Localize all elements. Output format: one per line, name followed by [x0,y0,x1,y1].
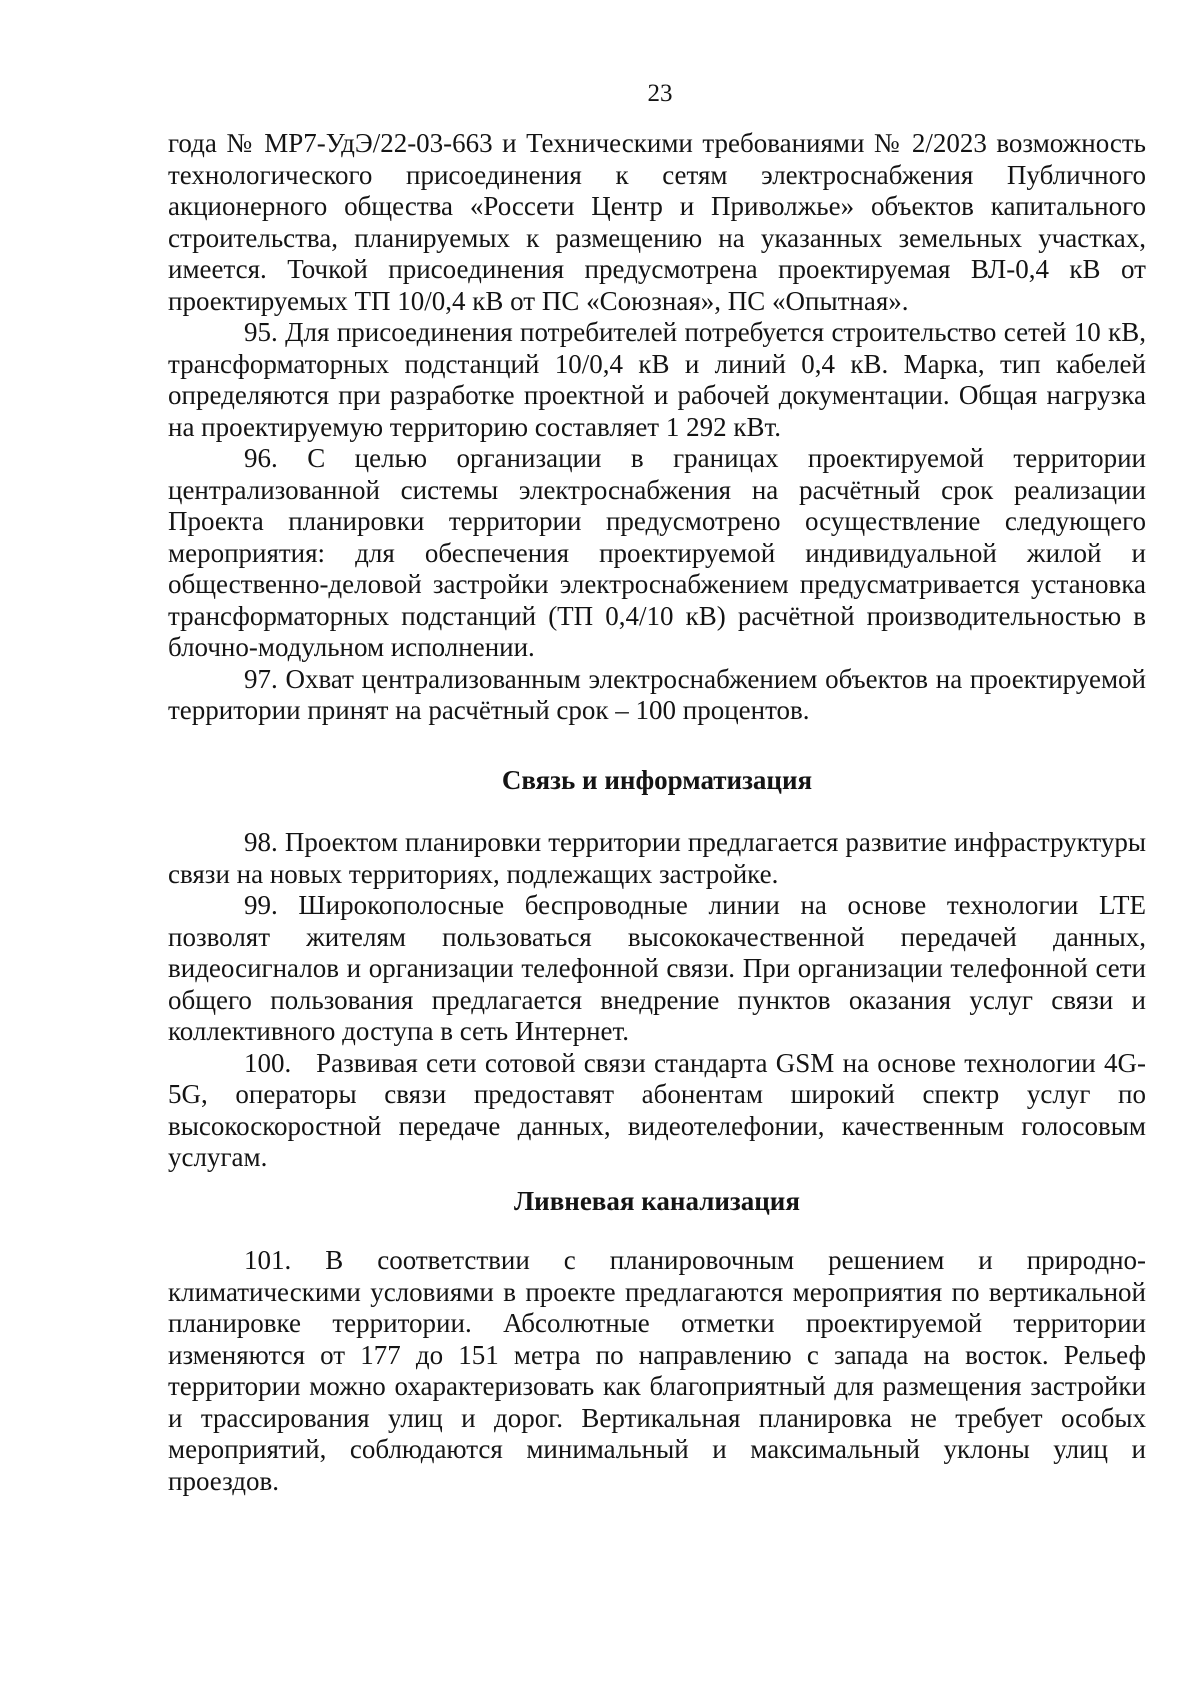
paragraph-number: 97. [244,663,278,694]
paragraph-text: Для присоединения потребителей потребуется строительство сетей 10 кВ, трансформаторных подстанций 10/0,4 кВ и линий 0,4 кВ. Марка, тип кабелей определяются при разработке проектной и рабочей документации. Общая нагрузка на проектируемую территорию составляет 1 292 кВт. [168,317,1146,442]
paragraph-96 [168,443,1146,664]
document-body [168,128,1146,1497]
paragraph-text: Охват централизованным электроснабжением объектов на проектируемой территории принят на расчётный срок – 100 процентов. [168,663,1146,725]
paragraph-number: 98. [244,827,278,857]
paragraph-100 [168,1048,1146,1174]
page-number: 23 [647,80,673,107]
paragraph-text: Проектом планировки территории предлагается развитие инфраструктуры связи на новых территориях, подлежащих застройке. [168,827,1146,889]
paragraph-97 [168,664,1146,727]
paragraph-98 [168,827,1146,890]
paragraph-number: 99. [244,890,278,920]
paragraph-number: 95. [244,317,278,347]
paragraph-number: 101. [244,1245,292,1275]
paragraph-text: В соответствии с планировочным решением и природно-климатическими условиями в проекте предлагаются мероприятия по вертикальной планировке территории. Абсолютные отметки проектируемой территории изменяются от 177 до 151 метра по направлению с запада на восток. Рельеф территории можно охарактеризовать как благоприятный для размещения застройки и трассирования улиц и дорог. Вертикальная планировка не требует особых мероприятий, соблюдаются минимальный и максимальный уклоны улиц и проездов. [168,1245,1147,1496]
paragraph-text: Развивая сети сотовой связи стандарта GSM на основе технологии 4G-5G, операторы связи предоставят абонентам широкий спектр услуг по высокоскоростной передаче данных, видеотелефонии, качественным голосовым услугам. [168,1047,1146,1172]
paragraph-101 [168,1245,1146,1497]
paragraph-95 [168,317,1146,443]
section-heading-drainage: Ливневая канализация [514,1185,800,1216]
paragraph-number: 100. [244,1047,292,1078]
paragraph-text: Широкополосные беспроводные линии на основе технологии LTE позволят жителям пользоваться высококачественной передачей данных, видеосигналов и организации телефонной связи. При организации телефонной сети общего пользования предлагается внедрение пунктов оказания услуг связи и коллективного доступа в сеть Интернет. [168,890,1146,1046]
paragraph-99 [168,890,1146,1048]
section-heading-communication: Связь и информатизация [501,764,813,795]
intro-paragraph: года № МР7-УдЭ/22-03-663 и Техническими требованиями № 2/2023 возможность технологического присоединения к сетям электроснабжения Публичного акционерного общества «Россети Центр и Приволжье» объектов капитального строительства, планируемых к размещению на указанных земельных участках, имеется. Точкой присоединения предусмотрена проектируемая ВЛ-0,4 кВ от проектируемых ТП 10/0,4 кВ от ПС «Союзная», ПС «Опытная». [168,128,1146,316]
paragraph-number: 96. [244,443,278,473]
paragraph-text: С целью организации в границах проектируемой территории централизованной системы электроснабжения на расчётный срок реализации Проекта планировки территории предусмотрено осуществление следующего мероприятия: для обеспечения проектируемой индивидуальной жилой и общественно-деловой застройки электроснабжением предусматривается установка трансформаторных подстанций (ТП 0,4/10 кВ) расчётной производительностью в блочно-модульном исполнении. [168,443,1147,662]
